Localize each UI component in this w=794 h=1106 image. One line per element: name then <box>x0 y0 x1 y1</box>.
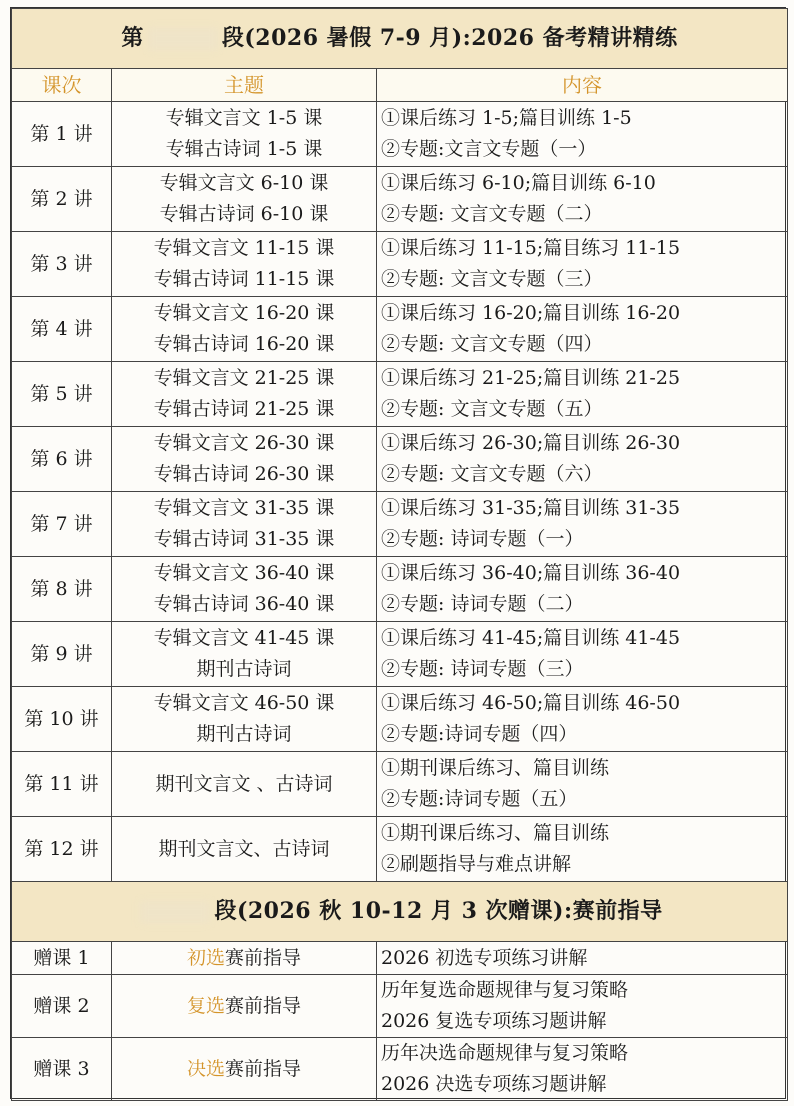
content-line: 2026 复选专项练习题讲解 <box>381 1010 607 1032</box>
header-content: 内容 <box>377 69 788 102</box>
content-line: ②专题:诗词专题（四） <box>381 723 578 745</box>
topic-line: 专辑文言文 6-10 课 <box>159 172 329 194</box>
bonus-row <box>12 1038 788 1101</box>
content-line: 2026 初选专项练习讲解 <box>381 946 588 969</box>
lecture-topic <box>112 102 377 167</box>
lecture-topic <box>112 427 377 492</box>
lecture-content <box>377 167 788 232</box>
lecture-content <box>377 817 788 882</box>
lecture-row <box>12 297 788 362</box>
lecture-topic <box>112 687 377 752</box>
lecture-number: 第 7 讲 <box>12 492 112 557</box>
section1-title-row <box>12 9 788 69</box>
section2-title-row <box>12 882 788 942</box>
lecture-topic <box>112 362 377 427</box>
lecture-row <box>12 622 788 687</box>
content-line: ①课后练习 26-30;篇目训练 26-30 <box>381 432 681 454</box>
bonus-content <box>377 942 788 975</box>
topic-line: 专辑文言文 31-35 课 <box>153 497 335 519</box>
header-topic: 主题 <box>112 69 377 102</box>
content-line: ①课后练习 46-50;篇目训练 46-50 <box>381 692 681 714</box>
lecture-row <box>12 817 788 882</box>
lecture-topic <box>112 817 377 882</box>
topic-line: 期刊文言文、古诗词 <box>158 837 330 860</box>
bonus-topic <box>112 975 377 1038</box>
content-line: ①期刊课后练习、篇目训练 <box>381 757 610 779</box>
course-table <box>11 8 788 1101</box>
lecture-row <box>12 427 788 492</box>
content-line: ①期刊课后练习、篇目训练 <box>381 822 610 844</box>
topic-line: 专辑古诗词 31-35 课 <box>153 528 335 550</box>
topic-line: 专辑古诗词 21-25 课 <box>153 398 335 420</box>
lecture-topic <box>112 557 377 622</box>
content-line: 历年复选命题规律与复习策略 <box>381 979 629 1001</box>
lecture-number: 第 1 讲 <box>12 102 112 167</box>
bonus-number: 赠课 1 <box>12 942 112 975</box>
bonus-stage: 决选 <box>186 1057 225 1080</box>
bonus-stage: 复选 <box>186 994 225 1017</box>
topic-line: 专辑古诗词 6-10 课 <box>159 203 329 225</box>
lecture-row <box>12 687 788 752</box>
lecture-row <box>12 492 788 557</box>
content-line: 历年决选命题规律与复习策略 <box>381 1042 629 1064</box>
lecture-content <box>377 752 788 817</box>
topic-line: 专辑文言文 11-15 课 <box>153 237 335 259</box>
redacted-mark <box>140 901 210 923</box>
section1-title-text: 段(2026 暑假 7-9 月):2026 备考精讲精练 <box>221 25 678 51</box>
lecture-row <box>12 167 788 232</box>
bonus-row <box>12 942 788 975</box>
lecture-number: 第 3 讲 <box>12 232 112 297</box>
bonus-number: 赠课 3 <box>12 1038 112 1101</box>
lecture-topic <box>112 622 377 687</box>
topic-line: 期刊古诗词 <box>196 723 292 745</box>
bonus-content <box>377 1038 788 1101</box>
topic-line: 专辑古诗词 1-5 课 <box>165 138 323 160</box>
bonus-topic-rest: 赛前指导 <box>225 1057 302 1080</box>
lecture-content <box>377 622 788 687</box>
bonus-topic <box>112 942 377 975</box>
content-line: ①课后练习 36-40;篇目训练 36-40 <box>381 562 681 584</box>
section2-title-text: 段(2026 秋 10-12 月 3 次赠课):赛前指导 <box>214 898 663 924</box>
content-line: ①课后练习 31-35;篇目训练 31-35 <box>381 497 681 519</box>
content-line: ②专题: 诗词专题（二） <box>381 593 584 615</box>
lecture-topic <box>112 492 377 557</box>
lecture-content <box>377 427 788 492</box>
lecture-content <box>377 362 788 427</box>
content-line: ②专题: 诗词专题（一） <box>381 528 584 550</box>
redacted-mark <box>148 28 218 50</box>
bonus-topic-rest: 赛前指导 <box>225 994 302 1017</box>
lecture-number: 第 11 讲 <box>12 752 112 817</box>
topic-line: 期刊古诗词 <box>196 658 292 680</box>
lecture-topic <box>112 167 377 232</box>
topic-line: 专辑文言文 46-50 课 <box>153 692 335 714</box>
lecture-number: 第 6 讲 <box>12 427 112 492</box>
section1-title <box>12 9 788 69</box>
topic-line: 期刊文言文 、古诗词 <box>155 772 333 795</box>
lecture-content <box>377 297 788 362</box>
bonus-number: 赠课 2 <box>12 975 112 1038</box>
lecture-number: 第 12 讲 <box>12 817 112 882</box>
lecture-row <box>12 232 788 297</box>
course-schedule-sheet <box>10 7 786 1099</box>
lecture-row <box>12 752 788 817</box>
content-line: ②专题:文言文专题（一） <box>381 138 597 160</box>
content-line: ①课后练习 6-10;篇目训练 6-10 <box>381 172 656 194</box>
content-line: ②刷题指导与难点讲解 <box>381 853 572 875</box>
content-line: ②专题: 文言文专题（三） <box>381 268 603 290</box>
topic-line: 专辑文言文 36-40 课 <box>153 562 335 584</box>
section2-title <box>12 882 788 942</box>
lecture-row <box>12 557 788 622</box>
content-line: ①课后练习 41-45;篇目训练 41-45 <box>381 627 681 649</box>
lecture-number: 第 9 讲 <box>12 622 112 687</box>
topic-line: 专辑文言文 16-20 课 <box>153 302 335 324</box>
lecture-content <box>377 492 788 557</box>
topic-line: 专辑古诗词 36-40 课 <box>153 593 335 615</box>
topic-line: 专辑文言文 21-25 课 <box>153 367 335 389</box>
bonus-topic <box>112 1038 377 1101</box>
content-line: ①课后练习 1-5;篇目训练 1-5 <box>381 107 632 129</box>
topic-line: 专辑文言文 1-5 课 <box>165 107 323 129</box>
lecture-number: 第 4 讲 <box>12 297 112 362</box>
content-line: ①课后练习 16-20;篇目训练 16-20 <box>381 302 681 324</box>
content-line: ②专题: 文言文专题（四） <box>381 333 603 355</box>
section1-title-prefix: 第 <box>121 25 144 51</box>
content-line: 2026 决选专项练习题讲解 <box>381 1073 607 1095</box>
content-line: ②专题: 文言文专题（五） <box>381 398 603 420</box>
bonus-topic-rest: 赛前指导 <box>225 946 302 969</box>
lecture-number: 第 8 讲 <box>12 557 112 622</box>
content-line: ②专题: 文言文专题（六） <box>381 463 603 485</box>
topic-line: 专辑古诗词 26-30 课 <box>153 463 335 485</box>
content-line: ②专题: 诗词专题（三） <box>381 658 584 680</box>
content-line: ①课后练习 11-15;篇目练习 11-15 <box>381 237 681 259</box>
lecture-number: 第 10 讲 <box>12 687 112 752</box>
bonus-stage: 初选 <box>186 946 225 969</box>
lecture-content <box>377 102 788 167</box>
topic-line: 专辑文言文 26-30 课 <box>153 432 335 454</box>
topic-line: 专辑古诗词 11-15 课 <box>153 268 335 290</box>
topic-line: 专辑文言文 41-45 课 <box>153 627 335 649</box>
lecture-topic <box>112 232 377 297</box>
lecture-number: 第 2 讲 <box>12 167 112 232</box>
lecture-row <box>12 362 788 427</box>
table-header-row <box>12 69 788 102</box>
bonus-content <box>377 975 788 1038</box>
lecture-content <box>377 557 788 622</box>
bonus-row <box>12 975 788 1038</box>
lecture-content <box>377 232 788 297</box>
content-line: ②专题: 文言文专题（二） <box>381 203 603 225</box>
header-lecture: 课次 <box>12 69 112 102</box>
topic-line: 专辑古诗词 16-20 课 <box>153 333 335 355</box>
lecture-topic <box>112 752 377 817</box>
lecture-number: 第 5 讲 <box>12 362 112 427</box>
content-line: ②专题:诗词专题（五） <box>381 788 578 810</box>
lecture-content <box>377 687 788 752</box>
content-line: ①课后练习 21-25;篇目训练 21-25 <box>381 367 681 389</box>
lecture-topic <box>112 297 377 362</box>
lecture-row <box>12 102 788 167</box>
